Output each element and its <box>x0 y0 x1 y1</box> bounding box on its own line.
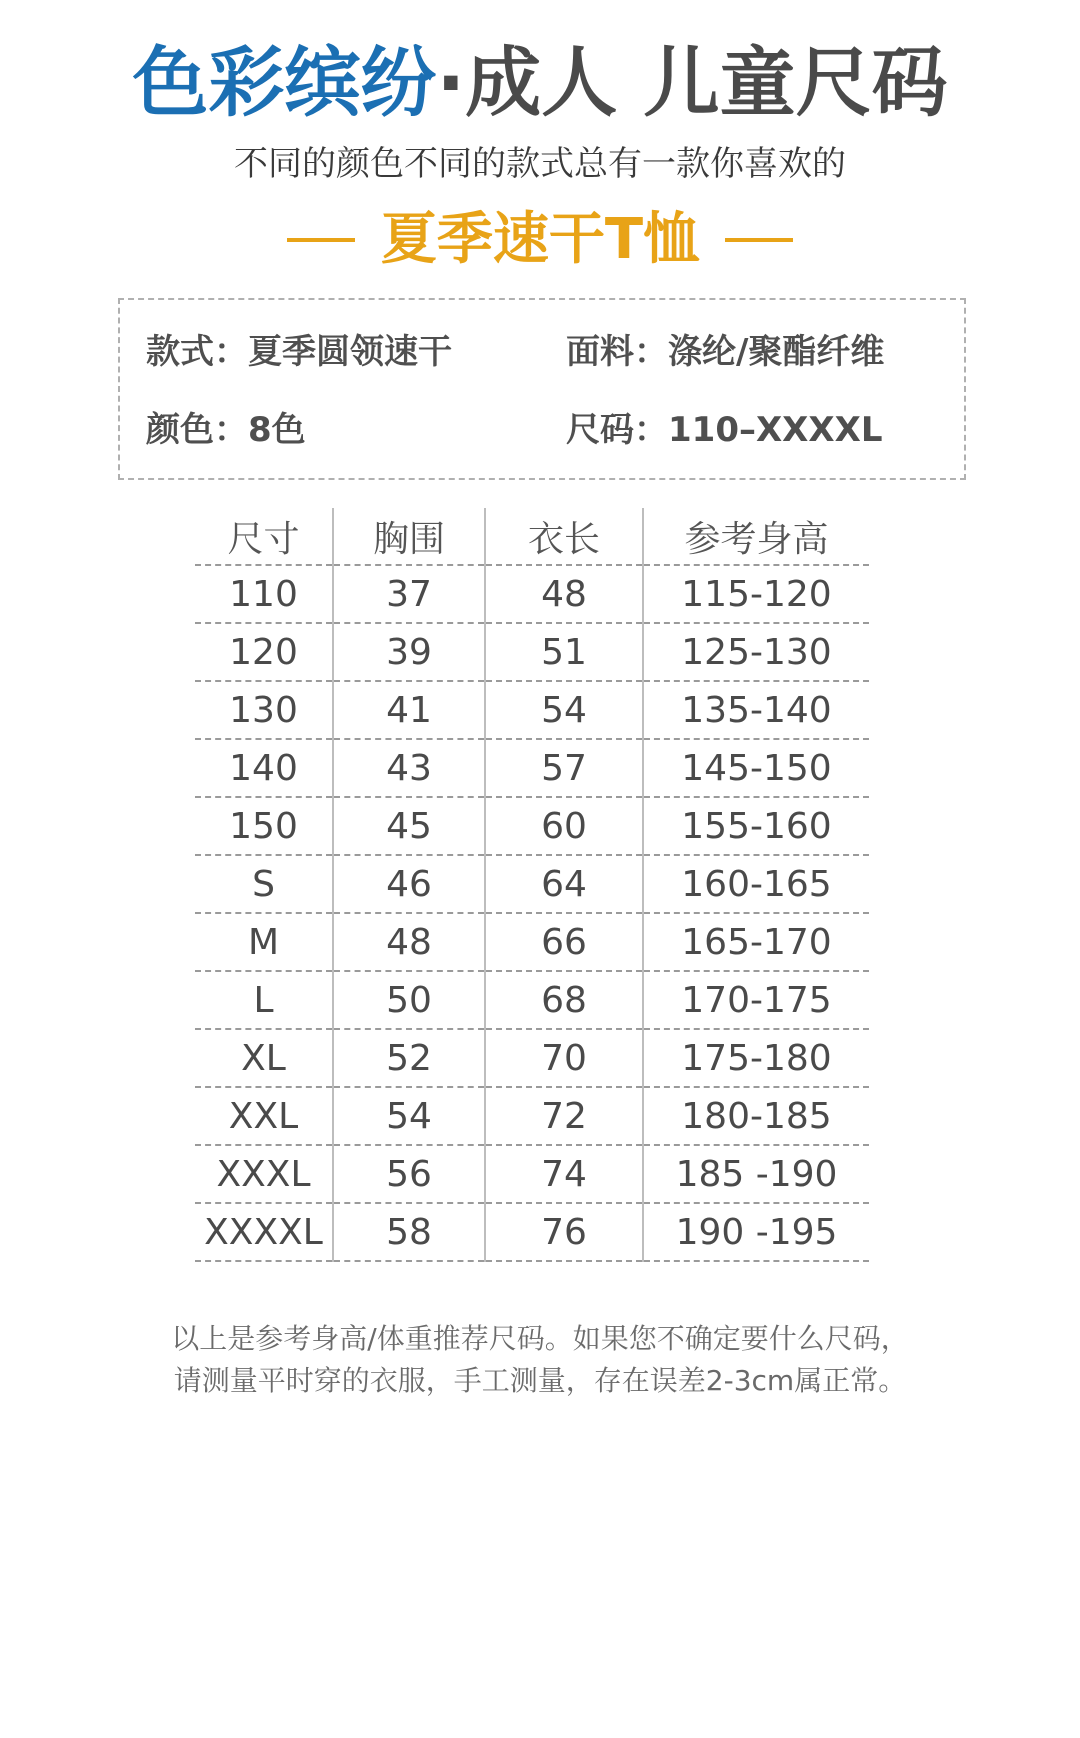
cell-size: 150 <box>195 797 333 855</box>
title-main: ·成人 儿童尺码 <box>436 38 948 127</box>
cell-chest: 43 <box>333 739 485 797</box>
cell-size: 130 <box>195 681 333 739</box>
cell-chest: 54 <box>333 1087 485 1145</box>
cell-height: 180-185 <box>643 1087 869 1145</box>
cell-length: 57 <box>485 739 643 797</box>
table-row <box>195 739 869 797</box>
cell-length: 74 <box>485 1145 643 1203</box>
cell-size: XXXXL <box>195 1203 333 1261</box>
spec-fabric: 面料：涤纶/聚酯纤维 <box>566 332 885 372</box>
cell-size: XL <box>195 1029 333 1087</box>
cell-length: 51 <box>485 623 643 681</box>
header-height: 参考身高 <box>643 508 869 565</box>
cell-size: 110 <box>195 565 333 623</box>
header-size: 尺寸 <box>195 508 333 565</box>
spec-sizes: 尺码：110–XXXXL <box>566 410 883 450</box>
cell-chest: 41 <box>333 681 485 739</box>
table-row <box>195 1145 869 1203</box>
table-row <box>195 971 869 1029</box>
table-row <box>195 913 869 971</box>
table-row <box>195 1029 869 1087</box>
cell-chest: 48 <box>333 913 485 971</box>
size-table <box>195 508 869 1262</box>
cell-height: 115-120 <box>643 565 869 623</box>
cell-chest: 58 <box>333 1203 485 1261</box>
header-length: 衣长 <box>485 508 643 565</box>
cell-height: 175-180 <box>643 1029 869 1087</box>
cell-size: L <box>195 971 333 1029</box>
table-row <box>195 797 869 855</box>
cell-height: 145-150 <box>643 739 869 797</box>
cell-length: 48 <box>485 565 643 623</box>
cell-length: 60 <box>485 797 643 855</box>
table-row <box>195 565 869 623</box>
product-banner <box>0 205 1080 275</box>
cell-size: M <box>195 913 333 971</box>
cell-size: 120 <box>195 623 333 681</box>
cell-chest: 37 <box>333 565 485 623</box>
cell-height: 190 -195 <box>643 1203 869 1261</box>
cell-height: 165-170 <box>643 913 869 971</box>
size-note-line1: 以上是参考身高/体重推荐尺码。如果您不确定要什么尺码， <box>171 1322 909 1355</box>
spec-box <box>118 298 966 480</box>
cell-length: 72 <box>485 1087 643 1145</box>
cell-chest: 45 <box>333 797 485 855</box>
cell-chest: 39 <box>333 623 485 681</box>
cell-height: 170-175 <box>643 971 869 1029</box>
cell-height: 125-130 <box>643 623 869 681</box>
cell-size: 140 <box>195 739 333 797</box>
table-row <box>195 1203 869 1261</box>
size-note <box>0 1318 1080 1402</box>
cell-chest: 56 <box>333 1145 485 1203</box>
cell-height: 155-160 <box>643 797 869 855</box>
spec-style: 款式：夏季圆领速干 <box>146 332 452 372</box>
page-title <box>0 38 1080 128</box>
cell-length: 76 <box>485 1203 643 1261</box>
cell-chest: 52 <box>333 1029 485 1087</box>
cell-chest: 46 <box>333 855 485 913</box>
table-row <box>195 1087 869 1145</box>
product-name: 夏季速干T恤 <box>380 207 700 272</box>
cell-chest: 50 <box>333 971 485 1029</box>
subtitle: 不同的颜色不同的款式总有一款你喜欢的 <box>234 144 846 184</box>
cell-height: 160-165 <box>643 855 869 913</box>
table-row <box>195 855 869 913</box>
size-table-body <box>195 565 869 1261</box>
right-dash <box>725 238 793 242</box>
cell-size: XXL <box>195 1087 333 1145</box>
cell-length: 64 <box>485 855 643 913</box>
cell-height: 185 -190 <box>643 1145 869 1203</box>
cell-size: XXXL <box>195 1145 333 1203</box>
cell-size: S <box>195 855 333 913</box>
left-dash <box>287 238 355 242</box>
cell-length: 66 <box>485 913 643 971</box>
cell-length: 70 <box>485 1029 643 1087</box>
table-row <box>195 681 869 739</box>
header-chest: 胸围 <box>333 508 485 565</box>
title-highlight: 色彩缤纷 <box>132 38 437 127</box>
spec-colors: 颜色：8色 <box>146 410 306 450</box>
cell-length: 68 <box>485 971 643 1029</box>
size-note-line2: 请测量平时穿的衣服，手工测量，存在误差2-3cm属正常。 <box>173 1364 907 1397</box>
table-header-row <box>195 508 869 565</box>
cell-height: 135-140 <box>643 681 869 739</box>
table-row <box>195 623 869 681</box>
cell-length: 54 <box>485 681 643 739</box>
